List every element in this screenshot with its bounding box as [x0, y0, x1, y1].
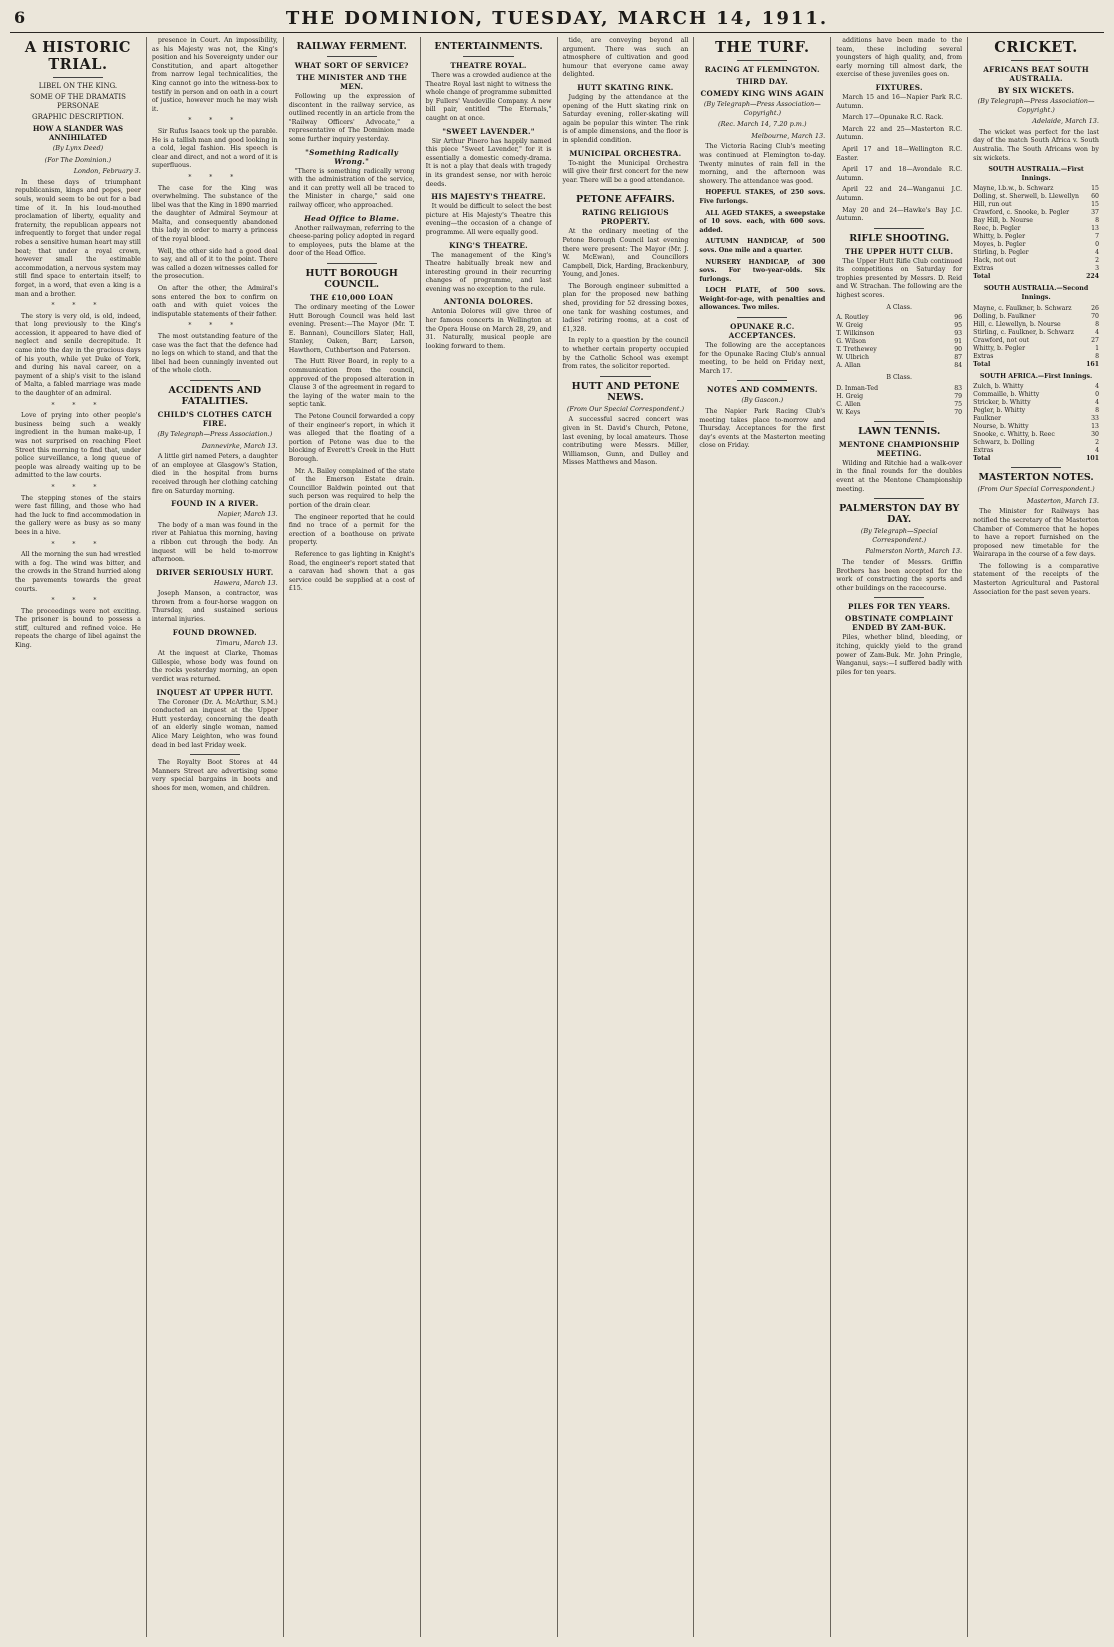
- article-paragraph: Love of prying into other people's business being such a weakly ingredient in the human make-up, I was not surprised on reaching Fleet Street this morning to find that, under police surveillance, a long queue of people was already waiting up to be admitted to the law courts.: [15, 412, 141, 480]
- column-8: [967, 37, 1104, 1637]
- article-paragraph: The management of the King's Theatre habitually break new and interesting ground in their recurring changes of programme, and last evening was no exception to the rule.: [425, 251, 552, 293]
- hutt-petone-news-headline: HUTT AND PETONE NEWS.: [571, 380, 680, 403]
- subheading: CHILD'S CLOTHES CATCH FIRE.: [157, 409, 273, 428]
- innings-title: SOUTH AFRICA.—First Innings.: [979, 372, 1093, 380]
- race-result: LOCH PLATE, of 500 sovs. Weight-for-age, with penalties and allowances. Two miles.: [699, 287, 826, 312]
- article-paragraph: In these days of triumphant republicanism, kings and popes, peer souls, would seem to be out for a bad time of it. In his loud-mouthed proclamation of liberty, equality and fraternity, the republican appears not infrequently to forget that under regal robes a sensitive human heart may still beat; that under a royal crown, however small the estimable accommodation, a nervous system may still find space to entertain itself; to forget, in a word, that even a king is a man and a brother.: [15, 178, 141, 298]
- table-row: Nourse, b. Whitty 13: [973, 423, 1099, 431]
- divider: [53, 77, 103, 78]
- subheading: THE MINISTER AND THE MEN.: [296, 73, 407, 91]
- table-row: Bay Hill, b. Nourse 8: [973, 217, 1099, 225]
- table-row: Moyes, b. Pegler 0: [973, 241, 1099, 249]
- table-row: Dolling, b. Faulkner 70: [973, 312, 1099, 320]
- fixture-item: March 17—Opunake R.C. Rack.: [842, 114, 944, 122]
- article-paragraph: The ordinary meeting of the Lower Hutt Borough Council was held last evening. Present:—The Mayor (Mr. T. E. Bannan), Councillors Slater, Hall, Stanley, Oaken, Barr, Larson, Hawthorn, Cuthbertson and Paterson.: [288, 303, 415, 354]
- column-3: [283, 37, 420, 1637]
- table-row: Total 224: [973, 273, 1099, 281]
- masterton-notes-headline: MASTERTON NOTES.: [978, 472, 1094, 484]
- table-row: Reec, b. Pegler 13: [973, 225, 1099, 233]
- subheading: RATING RELIGIOUS PROPERTY.: [581, 208, 669, 227]
- table-row: Total 161: [973, 360, 1099, 368]
- subheading: OPUNAKE R.C. ACCEPTANCES.: [728, 322, 796, 341]
- table-row: Mayne, c. Faulkner, b. Schwarz 26: [973, 304, 1099, 312]
- article-paragraph: On after the other, the Admiral's sons entered the box to confirm on oath and with quiet voices the indisputable statements of their father.: [151, 285, 278, 318]
- place-date: Masterton, March 13.: [1026, 496, 1099, 505]
- divider: [327, 56, 377, 57]
- table-row: Total 101: [973, 455, 1099, 463]
- race-result: AUTUMN HANDICAP, of 500 sovs. One mile and a quarter.: [699, 238, 826, 254]
- scores-table-a: [836, 314, 962, 370]
- subheading: THE £10,000 LOAN: [309, 292, 394, 302]
- subheading: THEATRE ROYAL.: [450, 61, 527, 70]
- divider: [737, 380, 787, 381]
- column-2: [146, 37, 283, 1637]
- divider: [600, 376, 650, 377]
- wire-credit: (By Telegraph—Special Correspondent.): [860, 527, 938, 544]
- subheading: "Something Radically Wrong.": [305, 147, 399, 166]
- masthead: [10, 6, 1104, 33]
- table-row: C. Allen 75: [836, 400, 963, 408]
- section-break: * * *: [51, 540, 105, 548]
- subheading: FIXTURES.: [875, 82, 923, 92]
- subheading: GRAPHIC DESCRIPTION.: [32, 113, 124, 121]
- subheading: INQUEST AT UPPER HUTT.: [156, 687, 274, 697]
- section-break: * * *: [51, 483, 105, 491]
- table-row: G. Wilson 91: [836, 338, 963, 346]
- article-paragraph: The Upper Hutt Rifle Club continued its competitions on Saturday for trophies presented by Messrs. D. Reid and W. Strachan. The following are the highest scores.: [836, 257, 963, 300]
- wire-credit: (By Telegraph—Press Association—Copyright.): [703, 100, 821, 117]
- subheading: LIBEL ON THE KING.: [38, 82, 118, 90]
- place-date: Timaru, March 13.: [216, 638, 278, 647]
- subheading: NOTES AND COMMENTS.: [706, 385, 818, 395]
- table-row: Stirling, b. Pegler 4: [973, 249, 1099, 257]
- article-paragraph: The case for the King was overwhelming. The substance of the libel was that the King in 1890 married the daughter of Admiral Seymour at Malta, and consequently abandoned this lady in order to marry a princess of the royal blood.: [151, 184, 278, 244]
- subheading: BY SIX WICKETS.: [997, 86, 1075, 95]
- table-row: Zulch, b. Whitty 4: [973, 383, 1099, 391]
- table-row: W. Ulbrich 87: [836, 354, 963, 362]
- fixture-item: March 15 and 16—Napier Park R.C. Autumn.: [836, 93, 963, 110]
- place-date: Hawera, March 13.: [213, 578, 278, 587]
- article-paragraph: Well, the other side had a good deal to say, and all of it to the point. There was called a dozen witnesses called for the prosecution.: [151, 247, 278, 281]
- subheading: HUTT SKATING RINK.: [577, 82, 674, 92]
- subheading: SOME OF THE DRAMATIS PERSONAE: [29, 93, 126, 110]
- byline: (By Gascon.): [741, 396, 784, 405]
- section-break: * * *: [51, 597, 105, 605]
- article-paragraph: The tender of Messrs. Griffin Brothers has been accepted for the work of constructing the sports and other buildings on the racecourse.: [836, 559, 963, 592]
- scorecard-table: [973, 185, 1099, 281]
- palmerston-headline: PALMERSTON DAY BY DAY.: [839, 503, 960, 526]
- race-result: ALL AGED STAKES, a sweepstake of 10 sovs. each, with 600 sovs. added.: [699, 209, 826, 234]
- subheading: DRIVER SERIOUSLY HURT.: [156, 567, 274, 577]
- article-paragraph: tide, are conveying beyond all argument. There was such an atmosphere of cultivation and good humour that everyone came away delighted.: [562, 37, 689, 79]
- table-row: Extras 4: [973, 447, 1099, 455]
- table-row: Faulkner 33: [973, 415, 1099, 423]
- article-paragraph: There was a crowded audience at the Theatre Royal last night to witness the whole change of programme submitted by Fullers' Vaudeville Company. A new bill pair, entitled "The Eternals," caught on at once.: [425, 72, 552, 122]
- subheading: HOW A SLANDER WAS ANNIHILATED: [32, 124, 124, 142]
- lawn-tennis-headline: LAWN TENNIS.: [858, 425, 941, 437]
- table-row: Dolling, st. Sherwell, b. Llewellyn 60: [973, 193, 1099, 201]
- article-paragraph: At the inquest at Clarke, Thomas Gillespie, whose body was found on the rocks yesterday morning, an open verdict was returned.: [151, 650, 278, 684]
- table-row: Hack, not out 2: [973, 257, 1099, 265]
- divider: [327, 263, 377, 264]
- petone-affairs-headline: PETONE AFFAIRS.: [576, 194, 675, 206]
- subheading: MENTONE CHAMPIONSHIP MEETING.: [838, 439, 960, 458]
- subheading: THE UPPER HUTT CLUB.: [844, 246, 954, 256]
- subheading: HIS MAJESTY'S THEATRE.: [431, 192, 546, 202]
- section-break: * * *: [51, 302, 105, 310]
- table-row: Extras 8: [973, 352, 1099, 360]
- hutt-borough-headline: HUTT BOROUGH COUNCIL.: [305, 267, 398, 290]
- table-row: Extras 3: [973, 265, 1099, 273]
- wire-credit: (By Telegraph—Press Association—Copyright.): [977, 97, 1095, 114]
- place-date: Dannevirke, March 13.: [201, 441, 278, 450]
- scorecard-table: [973, 305, 1099, 369]
- divider: [874, 228, 924, 229]
- divider: [463, 56, 513, 57]
- article-paragraph: The proceedings were not exciting. The prisoner is bound to possess a stiff, cultured and refined voice. He repeats the charge of libel against the King.: [15, 607, 141, 650]
- article-paragraph: The body of a man was found in the river at Pahiatua this morning, having a ribbon cut through the body. An inquest will be held to-morrow afternoon.: [151, 521, 278, 564]
- scorecard-table: [973, 383, 1099, 463]
- fixture-item: April 17 and 18—Avondale R.C. Autumn.: [836, 166, 963, 182]
- article-paragraph: The story is very old, is old, indeed, that long previously to the King's accession, it appeared to have died of neglect and senile decrepitude. It came into the day in the gracious days of his youth, while yet Duke of York, and during his naval career, on a payment of a ship's visit to the island of Malta, a fabled marriage was made to the daughter of an admiral.: [15, 312, 141, 398]
- article-paragraph: A successful sacred concert was given in St. David's Church, Petone, last evening, by local amateurs. Those contributing were Messrs. Miller, Williamson, Gunn, and Dulley and Misses Matthews and Mason.: [562, 416, 689, 467]
- place-date: Napier, March 13.: [217, 510, 278, 519]
- article-paragraph: presence in Court. An impossibility, as his Majesty was not, the King's position and his Sovereignty under our Constitution, and apart altogether from narrow legal technicalities, the King cannot go into the witness-box to testify in person and on oath in a court of justice, however much he may wish it.: [151, 37, 278, 113]
- accidents-headline: ACCIDENTS AND FATALITIES.: [168, 384, 262, 407]
- subheading: "SWEET LAVENDER.": [442, 126, 535, 136]
- article-paragraph: All the morning the sun had wrestled with a fog. The wind was bitter, and the crowds in the Strand hurried along the pavements towards the great courts.: [15, 551, 141, 593]
- innings-title: SOUTH AUSTRALIA.—Second Innings.: [983, 285, 1089, 301]
- class-label: B Class.: [886, 374, 913, 382]
- column-4: [420, 37, 557, 1637]
- fixture-item: April 17 and 18—Wellington R.C. Easter.: [836, 145, 963, 162]
- table-row: Whitty, b. Pegler 1: [973, 344, 1099, 352]
- article-paragraph: The Coroner (Dr. A. McArthur, S.M.) conducted an inquest at the Upper Hutt yesterday, concerning the death of an elderly single woman, named Alice Mary Leighton, who was found dead in bed last Friday week.: [151, 698, 278, 749]
- article-paragraph: To-night the Municipal Orchestra will give their first concert for the new year. There will be a good attendance.: [562, 159, 689, 184]
- divider: [874, 498, 924, 499]
- subheading: ANTONIA DOLORES.: [443, 297, 534, 307]
- article-paragraph: The Petone Council forwarded a copy of their engineer's report, in which it was alleged that the floating of a portion of Petone was due to the blocking of Everett's Creek in the Hutt Borough.: [288, 413, 415, 463]
- article-paragraph: Sir Rufus Isaacs took up the parable. He is a tallish man and good looking in a cold, legal fashion. His speech is clear and direct, and not a word of it is superfluous.: [151, 127, 278, 170]
- table-row: Schwarz, b. Dolling 2: [973, 439, 1099, 447]
- scores-table-b: [836, 385, 962, 417]
- table-row: D. Inman-Ted 83: [836, 384, 963, 392]
- section-break: * * *: [51, 401, 105, 409]
- race-result: HOPEFUL STAKES, of 250 sovs. Five furlongs.: [699, 189, 826, 205]
- byline: (By Lynx Deed): [52, 144, 104, 152]
- subheading: FOUND IN A RIVER.: [171, 499, 259, 509]
- article-paragraph: The engineer reported that he could find no trace of a permit for the erection of a boathouse on private property.: [288, 513, 415, 547]
- article-paragraph: Another railwayman, referring to the cheese-paring policy adopted in regard to employees, puts the blame at the door of the Head Office.: [288, 224, 415, 258]
- divider: [737, 60, 787, 61]
- divider: [190, 380, 240, 381]
- column-5: [557, 37, 694, 1637]
- subheading: THIRD DAY.: [736, 77, 788, 86]
- columns: [10, 37, 1104, 1637]
- article-paragraph: The most outstanding feature of the case was the fact that the defence had no legs on which to stand, and that the libel had been cunningly invented out of the whole cloth.: [151, 333, 278, 375]
- table-row: H. Greig 79: [836, 392, 963, 400]
- subheading: RACING AT FLEMINGTON.: [704, 65, 820, 74]
- rifle-shooting-headline: RIFLE SHOOTING.: [849, 232, 950, 244]
- article-paragraph: The Napier Park Racing Club's meeting takes place to-morrow and Thursday. Acceptances for the first day's events at the Masterton meeting close on Friday.: [699, 408, 826, 450]
- table-row: Whitty, b. Pegler 7: [973, 233, 1099, 241]
- table-row: Commaille, b. Whitty 0: [973, 391, 1099, 399]
- entertainments-headline: ENTERTAINMENTS.: [434, 41, 543, 52]
- article-paragraph: "There is something radically wrong with the administration of the service, and it can pretty well all be traced to the Minister in charge," said one railway officer, who approached.: [288, 167, 415, 209]
- table-row: A. Routley 96: [836, 314, 963, 322]
- subheading: MUNICIPAL ORCHESTRA.: [569, 148, 682, 158]
- table-row: Crawford, c. Snooke, b. Pegler 37: [973, 209, 1099, 217]
- fixture-item: April 22 and 24—Wanganui J.C. Autumn.: [836, 186, 963, 202]
- article-paragraph: Judging by the attendance at the opening of the Hutt skating rink on Saturday evening, roller-skating will again be popular this winter. The rink is of ample dimensions, and the floor is in splendid condition.: [562, 93, 689, 144]
- table-row: Pegler, b. Whitty 8: [973, 407, 1099, 415]
- subheading: AFRICANS BEAT SOUTH AUSTRALIA.: [983, 65, 1089, 83]
- article-paragraph: Joseph Manson, a contractor, was thrown from a four-horse waggon on Thursday, and sustained serious internal injuries.: [151, 590, 278, 624]
- table-row: Hill, c. Llewellyn, b. Nourse 8: [973, 320, 1099, 328]
- newspaper-title: THE DOMINION, TUESDAY, MARCH 14, 1911.: [285, 8, 829, 29]
- wire-credit: (From Our Special Correspondent.): [566, 404, 684, 413]
- subheading: PILES FOR TEN YEARS.: [848, 602, 951, 612]
- place-date: Adelaide, March 13.: [1032, 117, 1099, 126]
- article-paragraph: The Victoria Racing Club's meeting was continued at Flemington to-day. Twenty minutes of rain fell in the morning, and the afternoon was showery. The attendance was good.: [699, 143, 826, 185]
- section-break: * * *: [188, 117, 242, 125]
- page-number: 6: [14, 8, 26, 27]
- wire-credit: (From Our Special Correspondent.): [977, 485, 1095, 494]
- place-date: Palmerston North, March 13.: [865, 547, 963, 556]
- dateline: (For The Dominion.): [44, 155, 112, 164]
- divider: [600, 189, 650, 190]
- race-result: NURSERY HANDICAP, of 300 sovs. For two-year-olds. Six furlongs.: [699, 258, 826, 283]
- place-date: London, February 3.: [73, 167, 141, 176]
- fixture-item: May 20 and 24—Hawke's Bay J.C. Autumn.: [836, 206, 963, 223]
- article-paragraph: At the ordinary meeting of the Petone Borough Council last evening there were present: The Mayor (Mr. J. W. McEwan), and Councillors Campbell, Dick, Harding, Brackenbury, Young, and Jones.: [562, 228, 689, 279]
- historic-trial-headline: A HISTORIC TRIAL.: [24, 39, 131, 73]
- article-paragraph: Sir Arthur Pinero has happily named this piece "Sweet Lavender," for it is essentially a domestic comedy-drama. It is not a play that deals with tragedy in its grandest sense, nor with heroic deeds.: [425, 137, 552, 188]
- table-row: Mayne, l.b.w., b. Schwarz 15: [973, 185, 1099, 193]
- article-paragraph: The Minister for Railways has notified the secretary of the Masterton Chamber of Commerce that he hopes to have a report furnished on the proposed new timetable for the Wairarapa in the course of a few days.: [973, 508, 1099, 559]
- wire-credit: (By Telegraph—Press Association.): [157, 429, 273, 438]
- article-paragraph: The Borough engineer submitted a plan for the proposed new bathing shed, providing for 52 dressing boxes, one tank for washing costumes, and ladies' retiring rooms, at a cost of £1,328.: [562, 282, 689, 333]
- section-break: * * *: [188, 173, 242, 181]
- article-paragraph: The Hutt River Board, in reply to a communication from the council, approved of the proposed alteration in Clause 3 of the agreement in regard to the laying of the water main to the septic tank.: [288, 358, 415, 409]
- table-row: T. Trethewey 90: [836, 346, 963, 354]
- place-date: Melbourne, March 13.: [751, 131, 826, 140]
- subheading: Head Office to Blame.: [304, 213, 400, 223]
- article-paragraph: It would be difficult to select the best picture at His Majesty's Theatre this evening—the occasion of a change of programme. All were equally good.: [425, 203, 552, 236]
- article-paragraph: The wicket was perfect for the last day of the match South Africa v. South Australia. The South Africans won by six wickets.: [973, 128, 1099, 162]
- article-paragraph: Wilding and Ritchie had a walk-over in the final rounds for the doubles event at the Mentone Championship meeting.: [836, 459, 963, 493]
- divider: [1011, 60, 1061, 61]
- table-row: A. Allan 84: [836, 362, 963, 370]
- column-6: [693, 37, 830, 1637]
- table-row: Crawford, not out 27: [973, 336, 1099, 344]
- advertisement-text: The Royalty Boot Stores at 44 Manners Street are advertising some very special bargains in boots and shoes for men, women, and children.: [151, 759, 278, 792]
- received-time: (Rec. March 14, 7.20 p.m.): [718, 120, 807, 129]
- article-paragraph: The stepping stones of the stairs were fast filling, and those who had had the luck to find accommodation in the gallery were as busy as so many bees in a hive.: [15, 494, 141, 536]
- article-paragraph: In reply to a question by the council to whether certain property occupied by the Catholic School was exempt from rates, the solicitor reported.: [562, 337, 689, 371]
- table-row: Stirling, c. Faulkner, b. Schwarz 4: [973, 328, 1099, 336]
- divider: [1011, 467, 1061, 468]
- divider: [737, 317, 787, 318]
- article-paragraph: Following up the expression of discontent in the railway service, as outlined recently in an article from the "Railway Officers' Advocate," a representative of The Dominion made some further inquiry yesterday.: [288, 93, 415, 143]
- section-break: * * *: [188, 322, 242, 330]
- subheading: COMEDY KING WINS AGAIN: [700, 89, 825, 98]
- subheading: WHAT SORT OF SERVICE?: [294, 61, 409, 70]
- innings-title: SOUTH AUSTRALIA.—First Innings.: [988, 166, 1084, 182]
- article-paragraph: A little girl named Peters, a daughter of an employee at Glasgow's Station, died in the hospital from burns received through her clothing catching fire on Saturday morning.: [151, 453, 278, 495]
- table-row: Snooke, c. Whitty, b. Reec 30: [973, 431, 1099, 439]
- divider: [874, 421, 924, 422]
- table-row: W. Keys 70: [836, 408, 963, 416]
- subheading: KING'S THEATRE.: [449, 240, 528, 250]
- table-row: W. Greig 95: [836, 322, 963, 330]
- column-7: [830, 37, 967, 1637]
- fixture-item: March 22 and 25—Masterton R.C. Autumn.: [836, 125, 963, 142]
- fixtures-list: [836, 94, 962, 224]
- table-row: T. Wilkinson 93: [836, 330, 963, 338]
- turf-headline: THE TURF.: [715, 39, 810, 56]
- article-paragraph: The following is a comparative statement of the receipts of the Masterton Agricultural and Pastoral Association for the past seven years.: [973, 562, 1099, 596]
- table-row: Hill, run out 15: [973, 201, 1099, 209]
- divider: [190, 754, 240, 755]
- article-paragraph: Reference to gas lighting in Knight's Road, the engineer's report stated that a caravan had shown that a gas service could be supplied at a cost of £15.: [288, 550, 415, 593]
- article-paragraph: additions have been made to the team, these including several youngsters of high quality, and, from early morning till almost dark, the exercise of these juveniles goes on.: [836, 37, 963, 79]
- table-row: Stricker, b. Whitty 4: [973, 399, 1099, 407]
- class-label: A Class.: [886, 303, 912, 311]
- article-paragraph: The following are the acceptances for the Opunake Racing Club's annual meeting, to be held on Friday next, March 17.: [699, 342, 826, 375]
- divider: [874, 597, 924, 598]
- column-1: [10, 37, 146, 1637]
- article-paragraph: Antonia Dolores will give three of her famous concerts in Wellington at the Opera House on March 28, 29, and 31. Naturally, musical people are looking forward to them.: [425, 308, 552, 350]
- subheading: FOUND DROWNED.: [172, 627, 257, 637]
- cricket-headline: CRICKET.: [994, 39, 1078, 56]
- article-paragraph: Piles, whether blind, bleeding, or itching, quickly yield to the grand power of Zam-Buk. Mr. John Pringle, Wanganui, says:—I suffered badly with piles for ten years.: [836, 634, 963, 676]
- article-paragraph: Mr. A. Bailey complained of the state of the Emerson Estate drain. Councillor Baldwin pointed out that such person was required to help the portion of the drain clear.: [288, 467, 415, 509]
- railway-headline: RAILWAY FERMENT.: [296, 41, 407, 52]
- subheading: OBSTINATE COMPLAINT ENDED BY ZAM-BUK.: [845, 614, 954, 633]
